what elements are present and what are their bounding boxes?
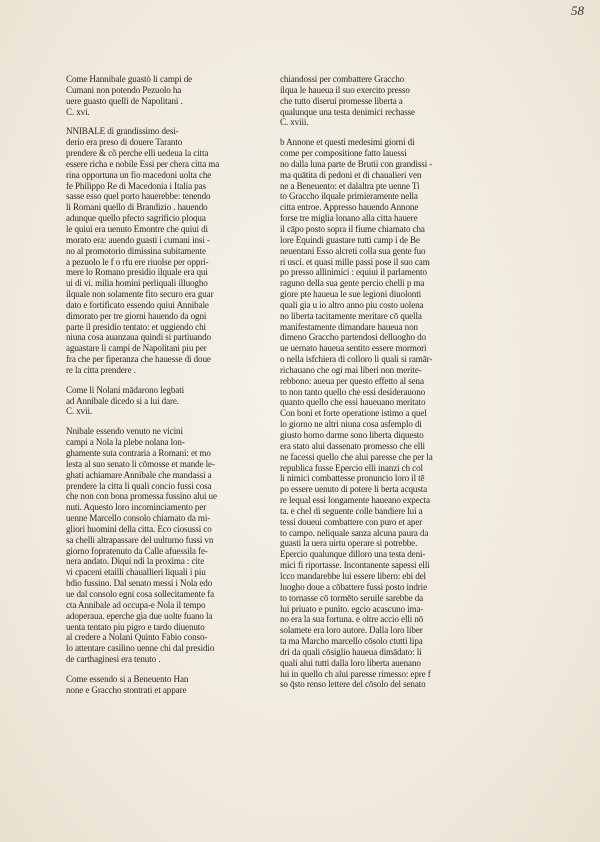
text-line: rebbono: aueua per questo effetto al sena (280, 375, 424, 386)
text-line: niuna cosa auanzaua quindi si partiuando (66, 332, 211, 343)
text-line: li nimici combattesse pronuncio loro il tē (280, 473, 425, 484)
text-line: Come li Nolani mādarono legbati (66, 384, 185, 395)
paragraph-gap (66, 117, 276, 126)
paragraph-gap (280, 128, 530, 137)
text-line: ue dal consolo egni cosa sollecitamente fa (66, 588, 214, 599)
text-line: vi cpaceni etailli chauallieri liquali i piu (66, 567, 206, 578)
text-line: quali alui tutti dalla loro liberta auenano (280, 657, 421, 668)
text-line: ne a Beneuento: et dalaltra pte uenne Ti (280, 180, 420, 191)
text-line: raguno della sua gente percio chelli p ma (280, 278, 425, 289)
text-line: no liberta tacitamente meritare cō quella (280, 310, 422, 321)
text-line: to tornasse cō tormēto seruile sarebbe da (280, 592, 424, 603)
text-line: tessi doueui combattere con puro et aper (280, 516, 423, 527)
text-line: NNIBALE di grandissimo desi- (66, 126, 179, 137)
text-line: morato era: auendo guasti i cumani insi - (66, 234, 210, 245)
text-line: a pezuolo le f o rfu ere riuolse per oppri- (66, 256, 209, 267)
text-line: mere lo Romano presidio ilquale era qui (66, 267, 208, 278)
text-line: forse tre miglia lonano alla citta hauere (280, 213, 418, 224)
text-line: ne facessi quello che alui paresse che per la (280, 451, 433, 462)
text-line: era stato alui dassenato promesso che elli (280, 440, 425, 451)
text-line: lo attentare casilino uenne chi dal presidio (66, 643, 215, 654)
text-line: ta. e chel di seguente colle bandiere lui a (280, 505, 423, 516)
text-line: che tutto diseruí promesse liberta a (280, 95, 403, 106)
text-line: no era la sua fortuna. e oltre accio elli nō (280, 614, 424, 625)
text-line: adoperaua. eperche gia due uolte fuano la (66, 610, 213, 621)
text-line: re la citta prendere . (66, 364, 136, 375)
text-line: lore Equindi guastare tutti camp i de Be (280, 234, 420, 245)
text-line: lui in quello ch alui paresse rimesso: epre f (280, 668, 431, 679)
text-line: che non con bona promessa fussino alui ue (66, 491, 217, 502)
text-line: Con boni et forte operatione istimo a quel (280, 408, 427, 419)
paragraph-gap (66, 665, 276, 674)
text-line: ri uscí. et quasi mille passi pose il suo cam (280, 256, 430, 267)
text-line: dri da quali cōsiglio haueua dimādato: li (280, 646, 422, 657)
text-line: solamete era loro autore. Dalla loro liber (280, 625, 423, 636)
text-line: essere richa e nobile Essi per chera citta ma (66, 158, 220, 169)
text-line: neuentani Esso alcreti colla sua gente fuo (280, 245, 426, 256)
text-line: C. xvi. (66, 106, 90, 117)
text-line: parte il presidio tentato: et uggiendo chi (66, 321, 206, 332)
text-line: bdio fussino. Dal senato messi i Nola edo (66, 578, 213, 589)
text-line: dimorato per tre giorni hauendo da ogni (66, 310, 207, 321)
text-line: Cumani non potendo Pezuolo ha (66, 84, 182, 95)
text-line: dimeno Graccho partendosi delluogho do (280, 332, 426, 343)
text-line: lesta al suo senato li cōmosse et mande le- (66, 458, 215, 469)
text-line: b Annone et questi medesimi giorni di (280, 137, 415, 148)
text-line: uere guasto quelli de Napolitani . (66, 95, 183, 106)
text-line: sa chelli altrapassare del uulturno fussi vn (66, 534, 214, 545)
text-line: republica fusse Epercio elli inanzi ch col (280, 462, 423, 473)
text-line: come per compositione fatto lauessi (280, 148, 407, 159)
text-line: lcco mandarebbe lui essere libero: ebi del (280, 570, 426, 581)
text-line: ilqua le haueua il suo exercito presso (280, 84, 410, 95)
text-line: citta entroe. Appresso hauendo Annone (280, 202, 419, 213)
text-line: to non tanto quello che essi desiderauono (280, 386, 426, 397)
text-line: ad Annibale dicedo si a lui dare. (66, 395, 179, 406)
text-line: ghati achiamare Annibale che mandassi a (66, 469, 212, 480)
text-line: giore pte haueua le sue legioni diuolonti (280, 289, 422, 300)
text-line: Come Hannibale guastò li campi de (66, 74, 193, 84)
text-line: fra che per fiperanza che hauesse di doue (66, 354, 211, 365)
text-line: Come essendo si a Beneuento Han (66, 673, 189, 684)
text-line: so q̄sto renso lettere del cōsolo del senato (280, 679, 426, 690)
text-line: prendere & cõ perche elli uedeua la citta (66, 148, 209, 159)
text-line: ilquale non solamente fito securo era guar (66, 289, 214, 300)
text-line: nera andato. Diqui ndi la proxima : cite (66, 556, 205, 567)
text-line: guasti la uera uirtu operare si potrebbe. (280, 538, 418, 549)
text-line: uenta tentato piu pigro e tardo diuenuto (66, 621, 205, 632)
text-line: le quiui era uenuto Emontre che quiui di (66, 223, 208, 234)
text-line: mici fi riportasse. Incontanente sapessi elli (280, 560, 430, 571)
text-line: li Romani quello di Brandizio . hauendo (66, 202, 208, 213)
text-line: fe Philippo Re di Macedonia i Italia pas (66, 180, 206, 191)
text-line: re lequal essi longamente haueano expecta (280, 495, 430, 506)
text-line: ma quātita di pedoni et di chaualieri ven (280, 169, 422, 180)
text-line: derio era preso di douere Taranto (66, 137, 183, 148)
text-line: Nnibale essendo venuto ne vicini (66, 426, 183, 437)
text-line: gliori huomini della citta. Eco ciosussi co (66, 523, 212, 534)
text-line: manifestamente dimandare haueua non (280, 321, 418, 332)
text-line: il cāpo posto sopra il fiume chiamato cha (280, 223, 425, 234)
text-line: dato e fortificato essendo quiui Annibale (66, 299, 209, 310)
text-line: luogho doue a cōbattere fussi posto indrie (280, 581, 427, 592)
text-line: de carthaginesi era tenuto . (66, 654, 161, 665)
text-line: to Graccho ilquale primieramente nella (280, 191, 418, 202)
text-line: chiandossi per combattere Graccho (280, 74, 405, 84)
paragraph-gap (66, 417, 276, 426)
text-line: aguastare li campi de Napolitani piu per (66, 343, 207, 354)
text-line: adunque quello pfecto sagrificio ploqua (66, 213, 206, 224)
text-line: sasse esso quel porto hauerebbe: tenendo (66, 191, 211, 202)
paragraph-gap (66, 376, 276, 385)
text-line: qualunque una testa denimici rechasse (280, 106, 415, 117)
folio-number: 58 (571, 3, 584, 18)
text-line: to campo. neliquale sanza alcuna paura da (280, 527, 429, 538)
text-line: al credere a Nolani Quinto Fabio conso- (66, 632, 208, 643)
text-line: C. xviii. (280, 117, 309, 128)
text-line: quanto quello che essi haueuano meritato (280, 397, 426, 408)
text-line: rina opportuna un fio macedoni uolta che (66, 169, 212, 180)
text-line: no dalla luna parte de Brutii con grandissi - (280, 158, 433, 169)
text-line: prendere la citta li quali concio fussi cosa (66, 480, 212, 491)
text-line: C. xvii. (66, 406, 93, 417)
left-text-column (66, 74, 276, 696)
text-line: Epercio qualunque dilloro una testa deni- (280, 549, 426, 560)
text-line: giorno fopratenuto da Calle afuessila fe- (66, 545, 208, 556)
text-line: ue uernato haueua sentito essere mormori (280, 343, 427, 354)
text-line: po essere uenuto di potere li berta acqusta (280, 484, 428, 495)
right-text-column (280, 74, 530, 690)
text-line: cta Annibale ad occupa-e Nola il tempo (66, 599, 206, 610)
text-line: lo giorno ne altri niuna cosa asfemplo di (280, 419, 422, 430)
text-line: ui di vi. milia homini perliquali illuogho (66, 278, 208, 289)
text-line: o nella isfchiera di colloro li quali si ramār- (280, 354, 433, 365)
text-line: uenne Marcello consolo chiamato da mi- (66, 513, 211, 524)
text-line: none e Graccho stontrati et appare (66, 684, 187, 695)
text-line: lui priuato e punito. egcio acascuno ima- (280, 603, 424, 614)
text-line: giusto homo darme sono liberta diquesto (280, 430, 424, 440)
text-line: po presso allinimici : equiui il parlamento (280, 267, 427, 278)
text-line: ghamente suta contraria a Romani: et mo (66, 448, 211, 458)
text-line: no al promotorio dimissina subitamente (66, 245, 206, 256)
text-line: nuti. Aquesto loro incominciamento per (66, 502, 207, 513)
text-line: campi a Nola la plebe nolana lon- (66, 437, 185, 448)
text-line: richauano che ogi mai liberi non merite- (280, 364, 422, 375)
text-line: ta ma Marcho marcello cōsolo ctutti lipa (280, 636, 423, 647)
text-line: quali gia u io altro anno piu costo uolena (280, 299, 424, 310)
